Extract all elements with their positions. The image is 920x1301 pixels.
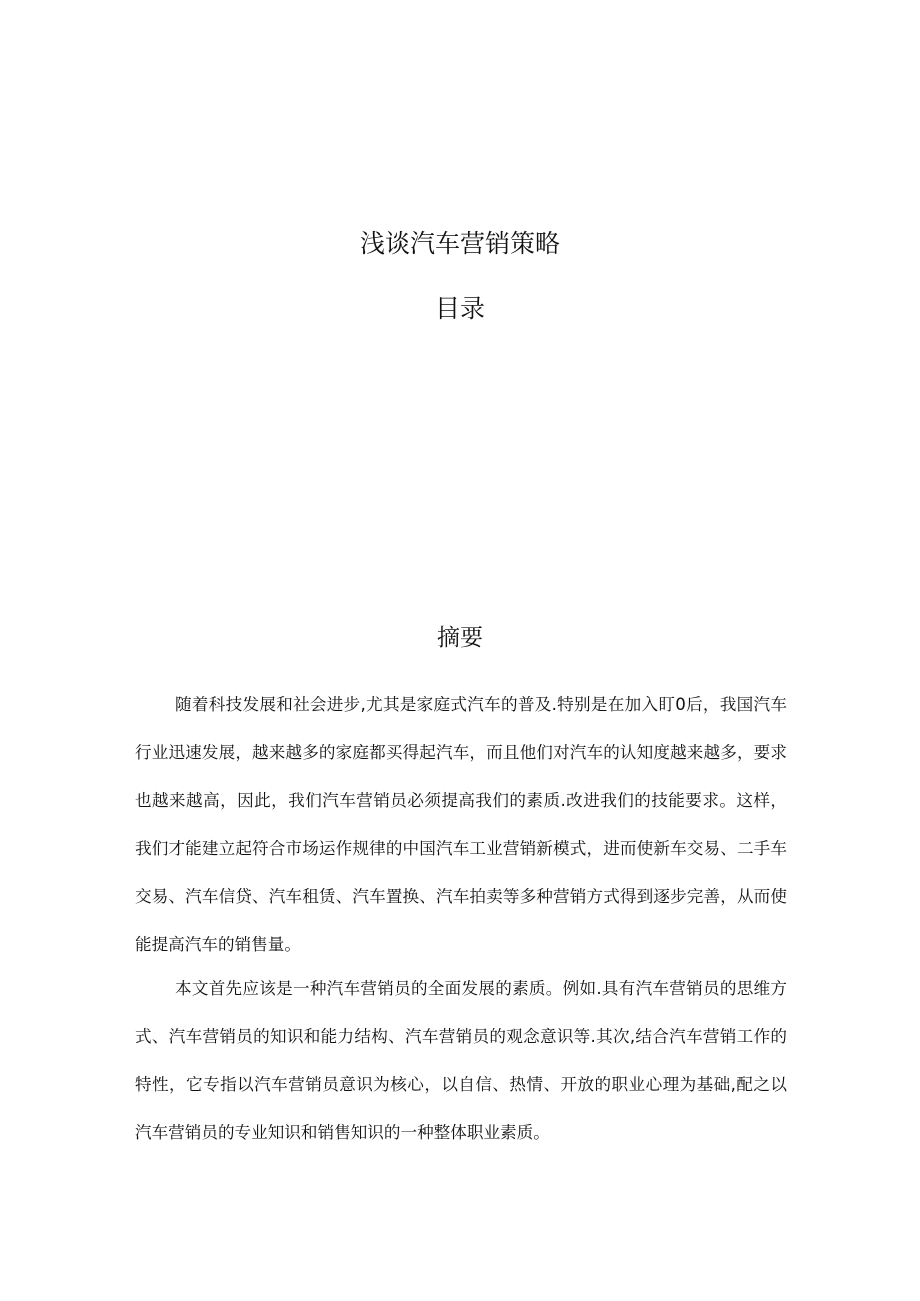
toc-heading: 目录 xyxy=(434,294,485,323)
document-title: 浅谈汽车营销策略 xyxy=(359,229,560,258)
abstract-heading: 摘要 xyxy=(437,625,483,651)
abstract-paragraph-2: 本文首先应该是一种汽车营销员的全面发展的素质。例如.具有汽车营销员的思维方式、汽车营销员的知识和能力结构、汽车营销员的观念意识等.其次,结合汽车营销工作的特性，它专指以汽车营销员意识为核心，以自信、热情、开放的职业心理为基础,配之以汽车营销员的专业知识和销售知识的一种整体职业素质。 xyxy=(135,979,787,1142)
abstract-paragraph-1: 随着科技发展和社会进步,尤其是家庭式汽车的普及.特别是在加入盯0后，我国汽车行业迅速发展，越来越多的家庭都买得起汽车，而且他们对汽车的认知度越来越多，要求也越来越高，因此，我们汽车营销员必须提高我们的素质.改进我们的技能要求。这样，我们才能建立起符合市场运作规律的中国汽车工业营销新模式，进而使新车交易、二手车交易、汽车信贷、汽车租赁、汽车置换、汽车拍卖等多种营销方式得到逐步完善，从而使能提高汽车的销售量。 xyxy=(135,695,787,954)
